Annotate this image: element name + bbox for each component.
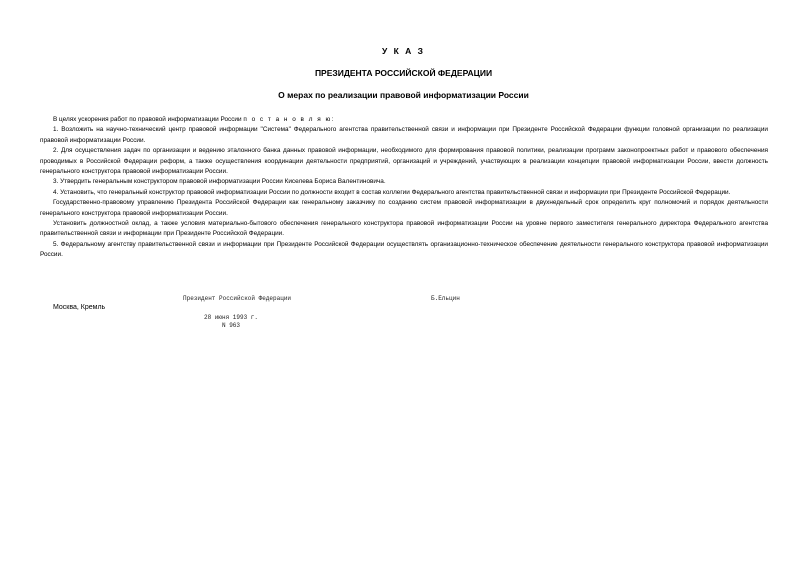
document-subtitle: ПРЕЗИДЕНТА РОССИЙСКОЙ ФЕДЕРАЦИИ (314, 68, 493, 78)
document-body (40, 115, 768, 261)
signature-name: Б.Ельцин (431, 295, 460, 302)
paragraph-1: 1. Возложить на научно-технический центр правовой информации "Система" Федерального агентства правительственной связи и информации при Президенте Российской Федерации функции головной организации по реализации правовой информатизации России. (40, 126, 768, 144)
document-heading: О мерах по реализации правовой информатизации России (278, 90, 529, 100)
paragraph-4: 4. Установить, что генеральный конструктор правовой информатизации России по должности входит в состав коллегии Федерального агентства правительственной связи и информации при Президенте Российской Федерации. (53, 188, 731, 196)
signature-number: N 963 (222, 322, 241, 329)
paragraph-4-part-2: Государственно-правовому управлению Президента Российской Федерации как генеральному заказчику по созданию систем правовой информатизации в двухнедельный срок определить круг полномочий и порядок деятельности генерального конструктора правовой информатизации России. (40, 199, 768, 217)
signature-position: Президент Российской Федерации (183, 295, 292, 302)
paragraph-5: 5. Федеральному агентству правительственной связи и информации при Президенте Российской Федерации осуществлять организационно-техническое обеспечение деятельности генерального конструктора правовой информатизации России. (40, 240, 768, 259)
paragraph-4-part-3: Установить должностной оклад, а также условия материально-бытового обеспечения генерального конструктора правовой информатизации России на уровне первого заместителя генерального директора Федерального агентства правительственной связи и информации при Президенте Российской Федерации. (40, 220, 768, 238)
paragraph-2: 2. Для осуществления задач по организации и ведению эталонного банка данных правовой информации, необходимого для формирования правовой политики, реализации программ законопроектных работ и правового обеспечения проводимых в Российской Федерации реформ, а также осуществления координации деятельности предприятий, организаций и учреждений, участвующих в реализации концепции правовой информатизации России, ввести должность генерального конструктора правовой информатизации России. (40, 147, 768, 176)
paragraph-3: 3. Утвердить генеральным конструктором правовой информатизации России Киселева Бориса Валентиновича. (53, 178, 386, 186)
intro-decree-word: п о с т а н о в л я ю: (243, 116, 336, 123)
signature-date: 28 июня 1993 г. (204, 314, 259, 321)
document-title: У К А З (381, 46, 426, 56)
intro-paragraph (40, 115, 768, 125)
intro-text: В целях ускорения работ по правовой информатизации России (53, 116, 244, 123)
signature-place: Москва, Кремль (53, 304, 106, 311)
